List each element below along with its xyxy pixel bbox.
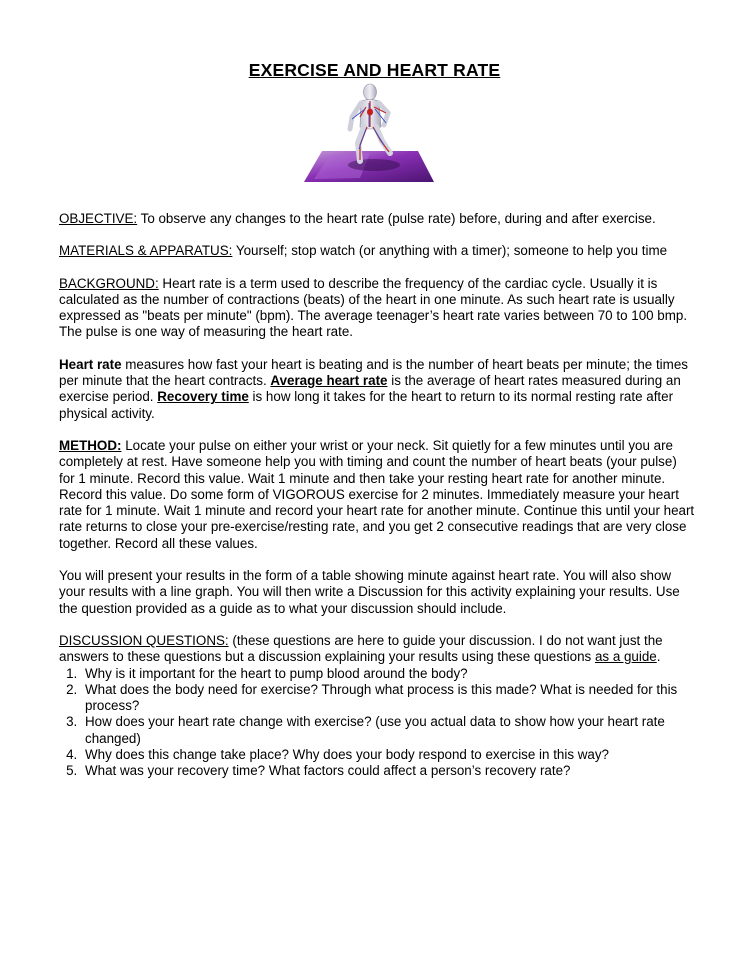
background-text: Heart rate is a term used to describe the frequency of the cardiac cycle. Usually it is calculated as the number of contractions (beats) of the heart in one minute. As such heart rate is usually expressed as "beats per minute" (bpm). The average teenager’s heart rate varies between 70 to 100 bmp. The pulse is one way of measuring the heart rate. [59,275,688,340]
method-label: METHOD: [59,437,122,453]
objective-paragraph [59,211,695,227]
average-heart-rate-definition: is the average of heart rates measured during an exercise period. [59,373,681,405]
list-item: 5. What was your recovery time? What factors could affect a person’s recovery rate? [81,763,695,779]
discussion-label: DISCUSSION QUESTIONS: [59,632,229,648]
heart-rate-term: Heart rate [59,356,122,372]
running-body-circulation-figure [300,83,442,185]
materials-paragraph [59,243,695,259]
heart-rate-definition: measures how fast your heart is beating and is the number of heart beats per minute; the times per minute that the heart contracts. [59,356,688,389]
discussion-guide-phrase: as a guide [594,649,657,665]
objective-label: OBJECTIVE: [59,211,138,226]
materials-text: Yourself; stop watch (or anything with a timer); someone to help you time [232,243,668,259]
results-paragraph: You will present your results in the form of a table showing minute against heart rate. You will also show your results with a line graph. You will then write a Discussion for this activity explaining your results. Use the question provided as a guide as to what your discussion should include. [59,568,680,616]
worksheet-content [59,211,695,780]
recovery-time-definition: is how long it takes for the heart to return to its normal resting rate after physical activity. [59,389,674,421]
page-title: EXERCISE AND HEART RATE [248,60,501,80]
objective-text: To observe any changes to the heart rate (pulse rate) before, during and after exercise. [137,211,656,226]
discussion-intro: (these questions are here to guide your discussion. I do not want just the answers to these questions but a discussion explaining your results using these questions [59,632,663,665]
list-item: 1. Why is it important for the heart to pump blood around the body? [81,666,695,682]
discussion-questions-list [59,666,695,780]
average-heart-rate-term: Average heart rate [270,373,388,389]
background-paragraph [59,276,695,341]
list-item: 3. How does your heart rate change with exercise? (use you actual data to show how your heart rate changed) [81,714,695,747]
runner-illustration [300,83,442,185]
recovery-time-term: Recovery time [157,389,249,405]
background-label: BACKGROUND: [59,275,159,291]
discussion-paragraph [59,633,695,666]
method-text: Locate your pulse on either your wrist or your neck. Sit quietly for a few minutes until you are completely at rest. Have someone help you with timing and count the number of heart beats (your pulse) for 1 minute. Record this value. Wait 1 minute and then take your resting heart rate for another minute. Record this value. Do some form of VIGOROUS exercise for 2 minutes. Immediately measure your heart rate for 1 minute. Wait 1 minute and record your heart rate for another minute. Continue this until your heart rate returns to close your pre-exercise/resting rate, and you get 2 consecutive readings that are very close together. Record all these values. [59,437,695,551]
discussion-end: . [656,649,661,665]
definitions-paragraph [59,357,695,422]
list-item: 2. What does the body need for exercise? Through what process is this made? What is needed for this process? [81,682,695,715]
materials-label: MATERIALS & APPARATUS: [59,243,233,259]
list-item: 4. Why does this change take place? Why does your body respond to exercise in this way? [81,747,695,763]
method-paragraph [59,438,695,552]
